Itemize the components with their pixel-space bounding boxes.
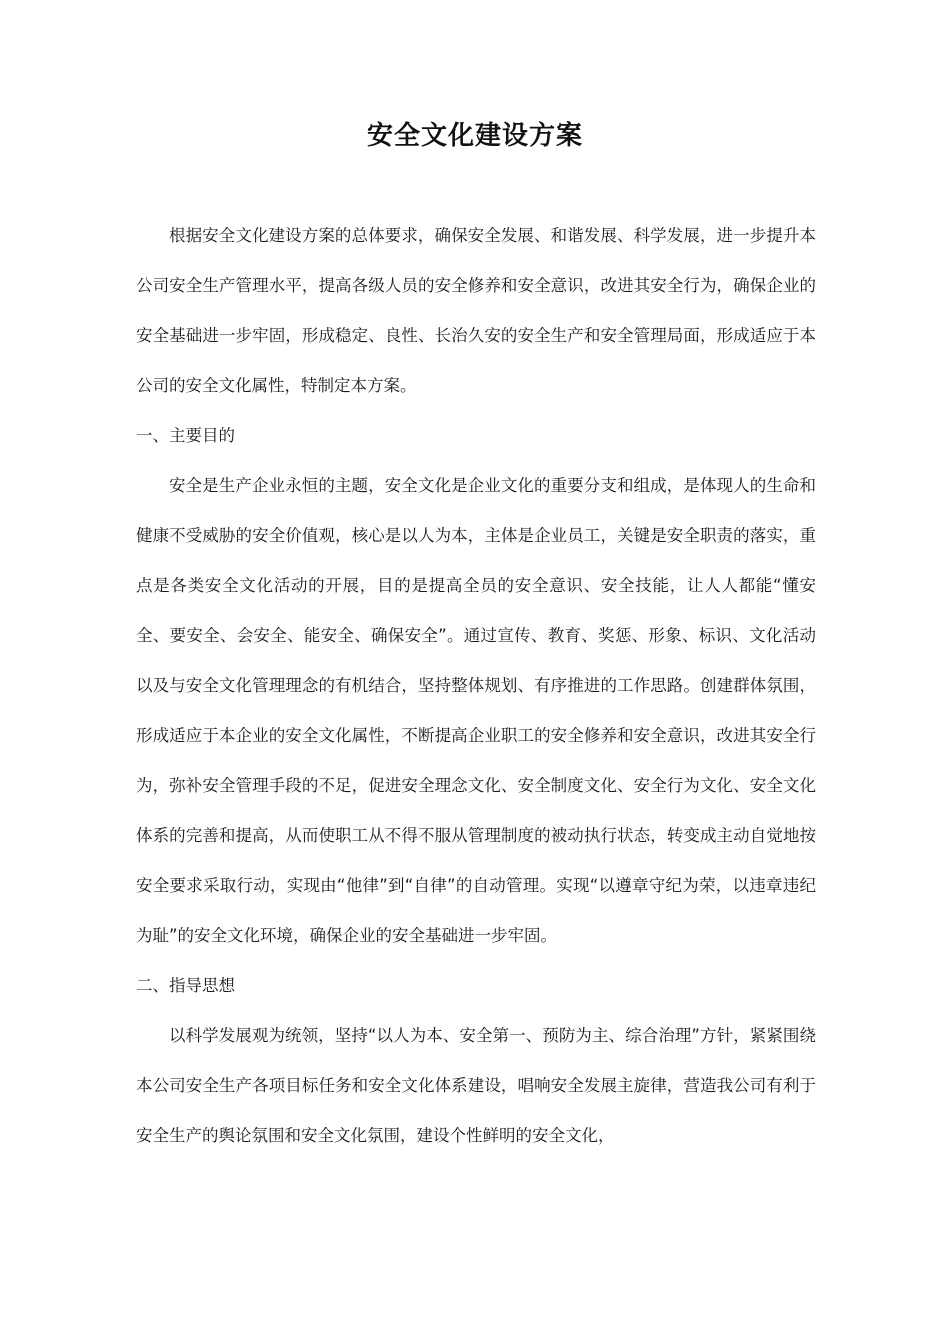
document-body <box>136 211 816 1161</box>
intro-paragraph: 根据安全文化建设方案的总体要求，确保安全发展、和谐发展、科学发展，进一步提升本公司安全生产管理水平，提高各级人员的安全修养和安全意识，改进其安全行为，确保企业的安全基础进一步牢固，形成稳定、良性、长治久安的安全生产和安全管理局面，形成适应于本公司的安全文化属性，特制定本方案。 <box>136 226 816 395</box>
section-heading-purpose: 一、主要目的 <box>136 426 235 445</box>
guiding-thought-paragraph: 以科学发展观为统领，坚持“以人为本、安全第一、预防为主、综合治理”方针，紧紧围绕本公司安全生产各项目标任务和安全文化体系建设，唱响安全发展主旋律，营造我公司有利于安全生产的舆论氛围和安全文化氛围，建设个性鲜明的安全文化， <box>136 1026 816 1145</box>
section-heading-guiding-thought: 二、指导思想 <box>136 976 235 995</box>
document-title: 安全文化建设方案 <box>366 121 583 151</box>
purpose-paragraph: 安全是生产企业永恒的主题，安全文化是企业文化的重要分支和组成，是体现人的生命和健康不受威胁的安全价值观，核心是以人为本，主体是企业员工，关键是安全职责的落实，重点是各类安全文化活动的开展，目的是提高全员的安全意识、安全技能，让人人都能“懂安全、要安全、会安全、能安全、确保安全”。通过宣传、教育、奖惩、形象、标识、文化活动以及与安全文化管理理念的有机结合，坚持整体规划、有序推进的工作思路。创建群体氛围，形成适应于本企业的安全文化属性，不断提高企业职工的安全修养和安全意识，改进其安全行为，弥补安全管理手段的不足，促进安全理念文化、安全制度文化、安全行为文化、安全文化体系的完善和提高，从而使职工从不得不服从管理制度的被动执行状态，转变成主动自觉地按安全要求采取行动，实现由“他律”到“自律”的自动管理。实现“以遵章守纪为荣，以违章违纪为耻”的安全文化环境，确保企业的安全基础进一步牢固。 <box>136 476 816 945</box>
